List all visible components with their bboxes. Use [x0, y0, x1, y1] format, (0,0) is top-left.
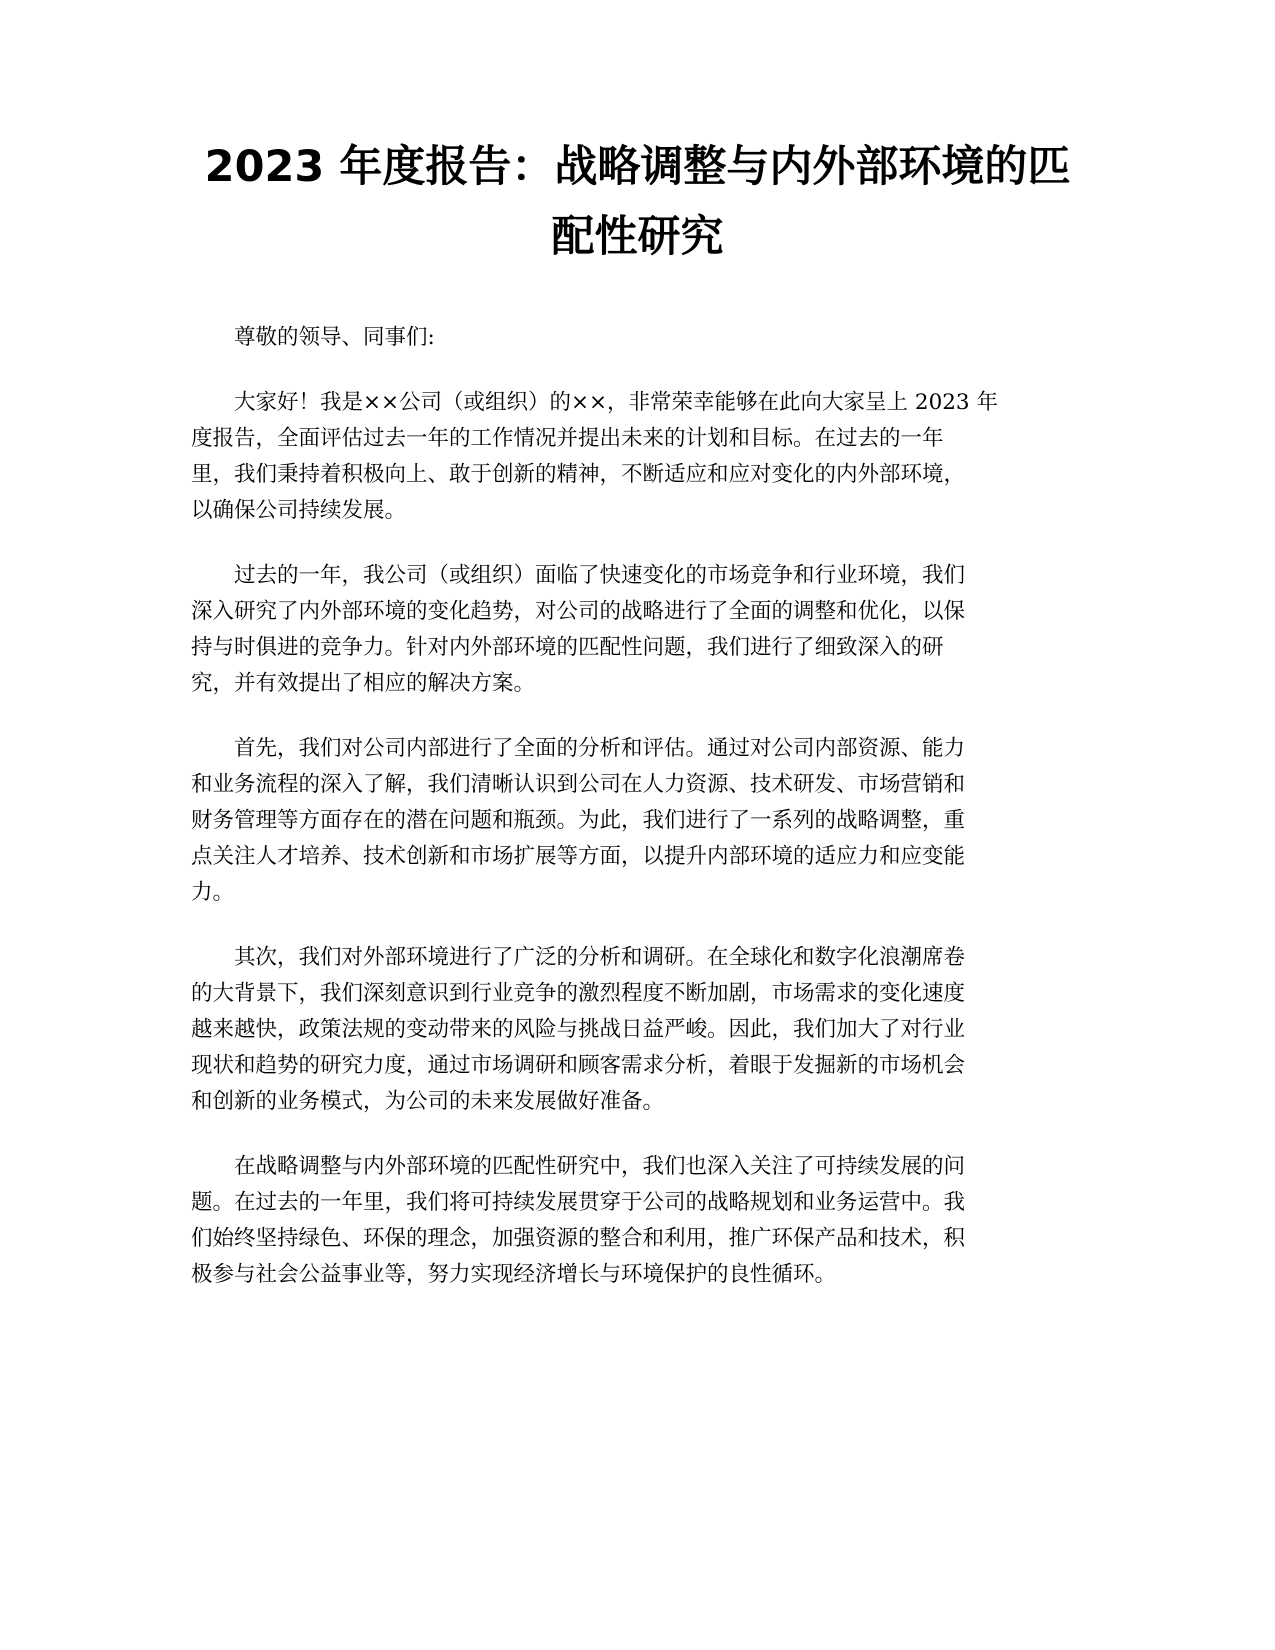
paragraph-external-analysis: 其次，我们对外部环境进行了广泛的分析和调研。在全球化和数字化浪潮席卷 的大背景下，我们深刻意识到行业竞争的激烈程度不断加剧，市场需求的变化速度 越来越快，政策法规的变动带来的风险与挑战日益严峻。因此，我们加大了对行业 现状和趋势的研究力度，通过市场调研和顾客需求分析，着眼于发掘新的市场机会 和创新的业务模式，为公司的未来发展做好准备。 — [191, 945, 966, 1114]
paragraph-intro: 大家好！我是××公司（或组织）的××，非常荣幸能够在此向大家呈上 2023 年 度报告，全面评估过去一年的工作情况并提出未来的计划和目标。在过去的一年 里，我们秉持着积极向上、敢于创新的精神，不断适应和应对变化的内外部环境， 以确保公司持续发展。 — [191, 390, 998, 523]
salutation: 尊敬的领导、同事们: — [234, 325, 435, 350]
document-body — [191, 320, 1091, 1322]
document-title — [150, 132, 1125, 272]
paragraph-sustainability: 在战略调整与内外部环境的匹配性研究中，我们也深入关注了可持续发展的问 题。在过去的一年里，我们将可持续发展贯穿于公司的战略规划和业务运营中。我 们始终坚持绿色、环保的理念，加强资源的整合和利用，推广环保产品和技术，积 极参与社会公益事业等，努力实现经济增长与环境保护的良性循环。 — [191, 1154, 966, 1287]
paragraph-past-year: 过去的一年，我公司（或组织）面临了快速变化的市场竞争和行业环境，我们 深入研究了内外部环境的变化趋势，对公司的战略进行了全面的调整和优化，以保 持与时俱进的竞争力。针对内外部环境的匹配性问题，我们进行了细致深入的研 究，并有效提出了相应的解决方案。 — [191, 563, 966, 696]
title-line-2: 配性研究 — [551, 212, 724, 262]
paragraph-internal-analysis: 首先，我们对公司内部进行了全面的分析和评估。通过对公司内部资源、能力 和业务流程的深入了解，我们清晰认识到公司在人力资源、技术研发、市场营销和 财务管理等方面存在的潜在问题和瓶颈。为此，我们进行了一系列的战略调整，重 点关注人才培养、技术创新和市场扩展等方面，以提升内部环境的适应力和应变能 力。 — [191, 736, 966, 905]
title-line-1: 2023 年度报告：战略调整与内外部环境的匹 — [204, 142, 1071, 192]
